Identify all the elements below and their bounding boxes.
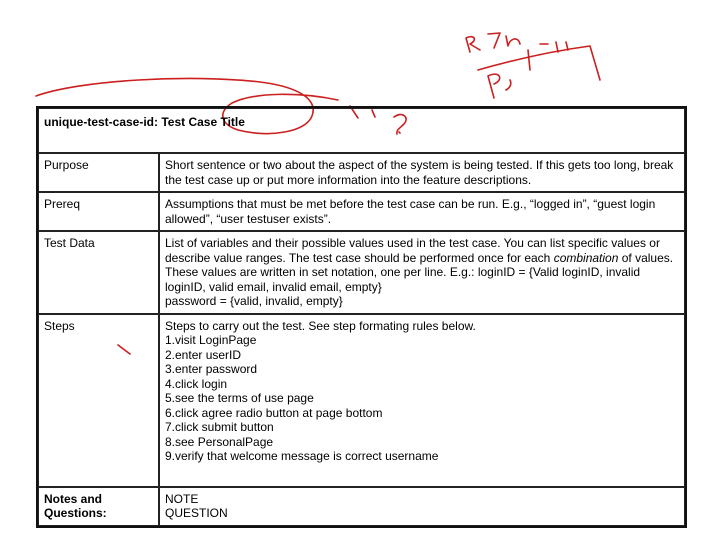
purpose-label: Purpose: [38, 153, 159, 192]
step-item: 1.visit LoginPage: [165, 333, 257, 347]
notes-row: [38, 487, 685, 526]
prereq-text: Assumptions that must be met before the test case can be run. E.g., “logged in”, “guest login allowed”, “user testuser exists”.: [159, 192, 685, 231]
prereq-label: Prereq: [38, 192, 159, 231]
annotation-letter-stroke: [488, 74, 500, 98]
step-item: 2.enter userID: [165, 347, 242, 362]
test-data-label: Test Data: [38, 231, 159, 314]
purpose-row: [38, 153, 685, 192]
steps-cell: [159, 314, 685, 487]
step-item: 9.verify that welcome message is correct username: [165, 449, 439, 463]
annotation-hook-stroke: [528, 50, 530, 70]
steps-intro: Steps to carry out the test. See step formating rules below.: [165, 318, 476, 333]
step-item: 5.see the terms of use page: [165, 391, 314, 405]
step-item: 7.click submit button: [165, 420, 274, 434]
notes-label-line2: Questions:: [44, 506, 107, 520]
notes-cell: [159, 487, 685, 526]
annotation-marks-stroke: [540, 42, 568, 52]
annotation-scribble-7: [488, 33, 500, 48]
steps-label: Steps: [38, 314, 159, 487]
prereq-row: [38, 192, 685, 231]
test-data-emphasis: combination: [553, 250, 619, 265]
test-data-text-before: List of variables and their possible values used in the test case. You can list specific values or describe value ranges. The test case should be performed once for each: [165, 236, 660, 265]
step-item: 6.click agree radio button at page bottom: [165, 405, 383, 420]
annotation-scribble-n: [506, 36, 520, 46]
steps-spacer: [165, 464, 680, 482]
step-item: 4.click login: [165, 376, 228, 391]
steps-row: [38, 314, 685, 487]
test-data-row: [38, 231, 685, 314]
purpose-text: Short sentence or two about the aspect of the system is being tested. If this gets too long, break the test case up or put more information into the feature descriptions.: [159, 153, 685, 192]
test-data-password-line: password = {valid, invalid, empty}: [165, 294, 343, 308]
test-case-table: [36, 106, 687, 528]
annotation-scribble-r: [466, 37, 480, 52]
test-case-title: unique-test-case-id: Test Case Title: [38, 108, 685, 153]
test-data-cell: [159, 231, 685, 314]
test-data-text-after: of values. These values are written in set notation, one per line. E.g.: loginID = {Valid loginID, invalid loginID, valid email, invalid email, empty}: [165, 250, 674, 294]
step-item: 8.see PersonalPage: [165, 434, 274, 449]
step-item: 3.enter password: [165, 362, 258, 376]
title-row: [38, 108, 685, 153]
note-line: NOTE: [165, 491, 199, 506]
notes-label-line1: Notes and: [44, 491, 103, 506]
annotation-comma-stroke: [506, 80, 511, 90]
annotation-bracket-stroke: [478, 46, 600, 80]
notes-label: [38, 487, 159, 526]
question-line: QUESTION: [165, 506, 228, 520]
